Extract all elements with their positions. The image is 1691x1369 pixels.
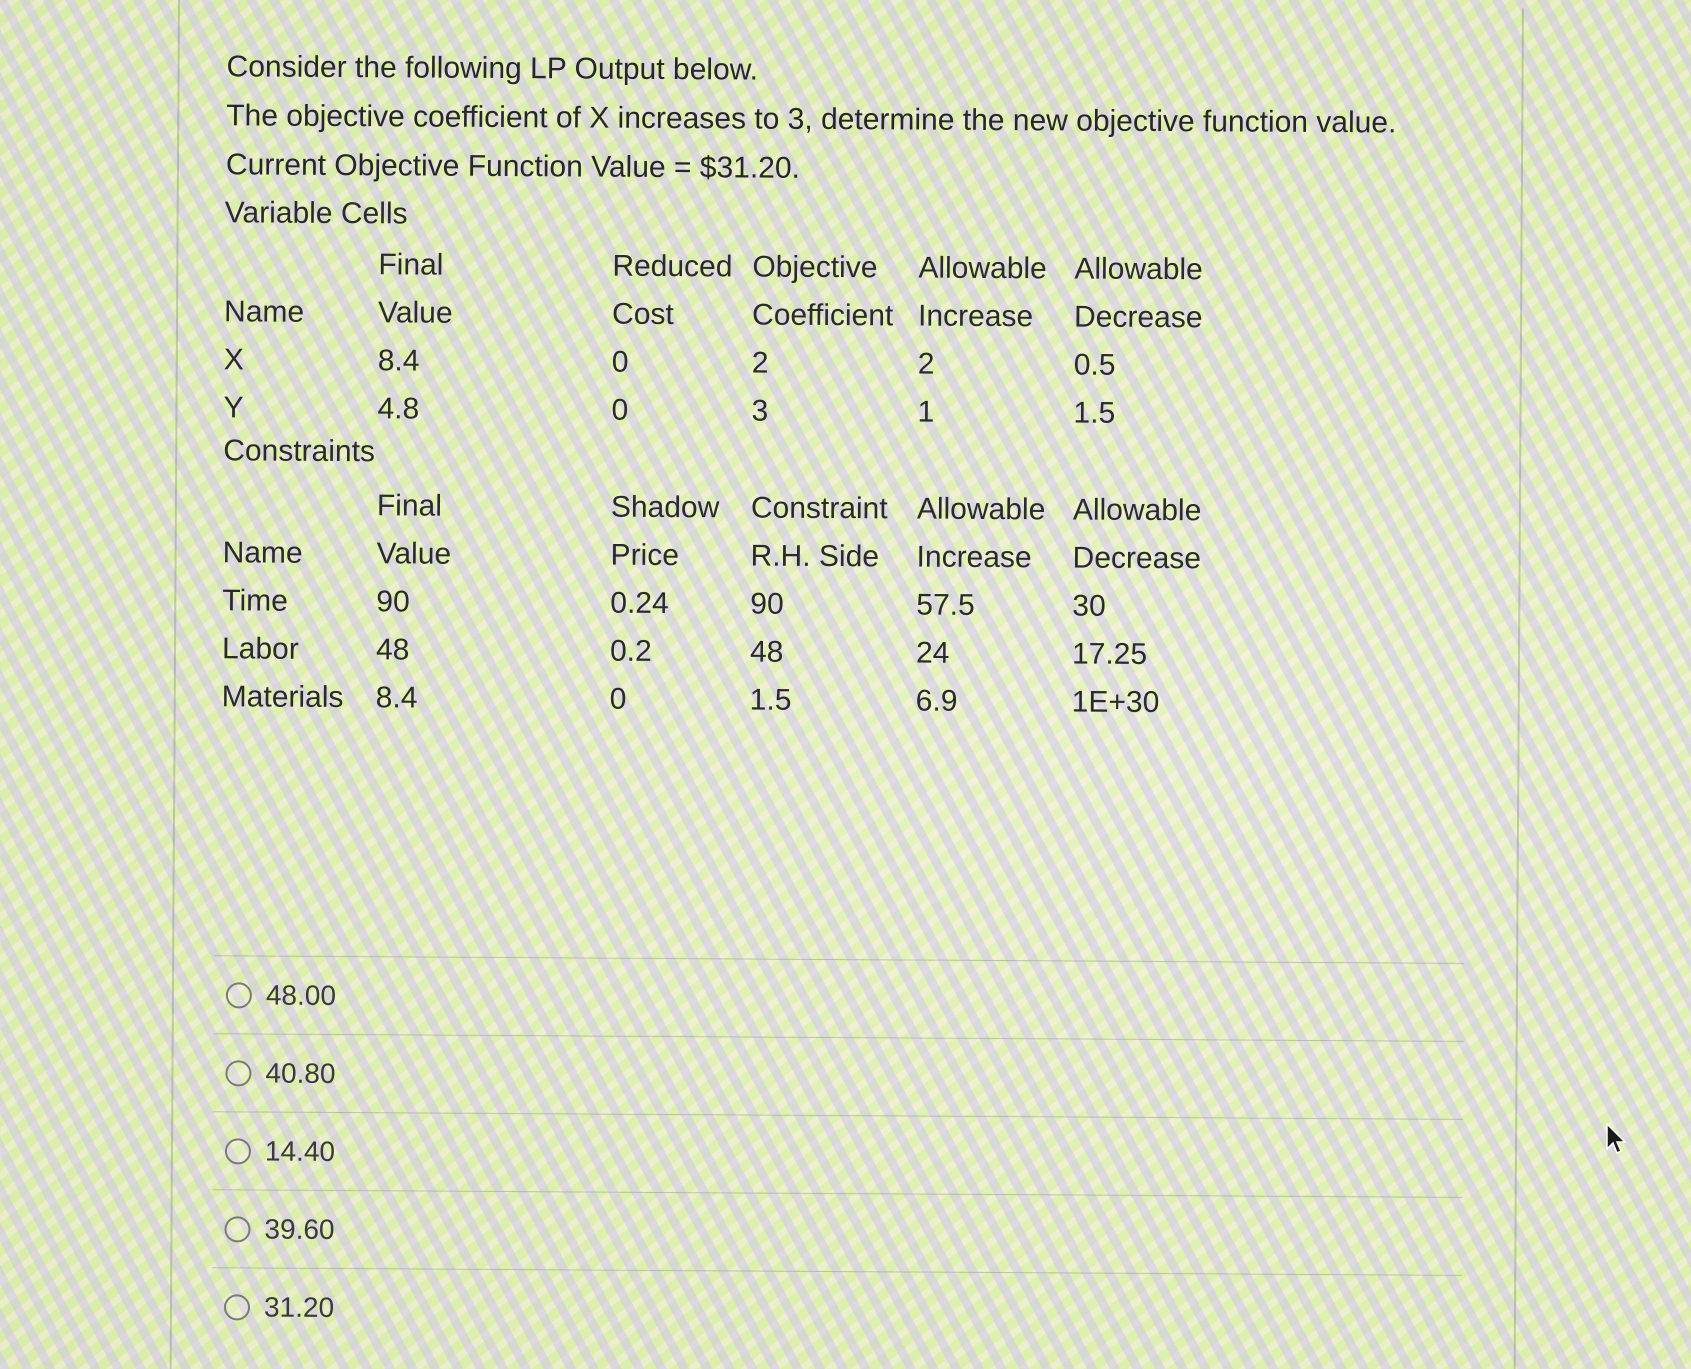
header-cell: Reduced — [612, 249, 733, 284]
answer-choices — [212, 955, 1464, 1353]
radio-button-icon[interactable] — [224, 1294, 250, 1320]
header-cell: Price — [610, 538, 680, 573]
question-line: Consider the following LP Output below. — [226, 50, 759, 87]
header-cell: Increase — [916, 540, 1032, 575]
table-cell: Y — [223, 391, 244, 425]
table-cell: 0 — [611, 345, 629, 379]
table-cell: 0 — [611, 393, 629, 427]
table-cell: 30 — [1072, 589, 1106, 623]
table-cell: 24 — [915, 636, 950, 670]
table-cell: 1 — [917, 395, 935, 429]
answer-label: 39.60 — [264, 1213, 335, 1245]
table-cell: 1.5 — [749, 683, 792, 717]
header-cell: Increase — [917, 299, 1034, 334]
radio-button-icon[interactable] — [224, 1216, 250, 1242]
constraints-table — [221, 481, 1202, 721]
table-cell: 0 — [609, 682, 627, 716]
answer-option[interactable] — [212, 1189, 1462, 1275]
table-cell: 3 — [751, 394, 769, 428]
header-cell: Allowable — [1074, 252, 1203, 287]
answer-option[interactable] — [212, 1267, 1462, 1353]
table-cell: 0.2 — [609, 634, 652, 668]
table-cell: 48 — [749, 635, 784, 669]
table-cell: Time — [222, 584, 288, 618]
header-cell: R.H. Side — [750, 539, 880, 574]
table-cell: Materials — [221, 680, 344, 715]
table-cell: 0.5 — [1073, 348, 1116, 382]
header-cell: Coefficient — [751, 298, 894, 333]
radio-button-icon[interactable] — [225, 1138, 251, 1164]
answer-option[interactable] — [213, 1111, 1463, 1197]
header-cell: Shadow — [610, 490, 720, 525]
radio-button-icon[interactable] — [225, 1060, 251, 1086]
question-line: The objective coefficient of X increases to 3, determine the new objective function value. — [226, 99, 1397, 140]
answer-label: 31.20 — [263, 1291, 335, 1323]
header-cell: Cost — [611, 297, 674, 332]
header-cell: Decrease — [1072, 541, 1202, 576]
table-cell: Labor — [221, 632, 299, 666]
answer-label: 14.40 — [264, 1135, 336, 1167]
table-cell: 2 — [917, 347, 935, 381]
table-cell: 0.24 — [610, 586, 669, 621]
table-cell: 6.9 — [915, 684, 958, 718]
variable-cells-title: Variable Cells — [224, 196, 408, 231]
header-cell: Decrease — [1073, 300, 1203, 335]
table-cell: 2 — [751, 346, 769, 380]
question-line: Current Objective Function Value = $31.20. — [225, 148, 801, 185]
answer-label: 40.80 — [265, 1057, 336, 1089]
header-cell: Objective — [752, 250, 878, 285]
table-cell: 1E+30 — [1071, 685, 1160, 720]
table-cell: 17.25 — [1071, 637, 1148, 671]
table-cell: 57.5 — [916, 588, 975, 622]
header-cell: Name — [223, 295, 305, 329]
constraints-title: Constraints — [223, 434, 376, 469]
question-text — [226, 42, 1397, 196]
table-cell: X — [223, 343, 244, 377]
variable-cells-table — [223, 240, 1203, 432]
header-cell: Allowable — [1072, 493, 1202, 528]
table-cell: 8.4 — [375, 681, 418, 715]
header-cell: Final — [376, 489, 443, 523]
table-cell: 1.5 — [1073, 396, 1116, 430]
mouse-pointer-icon — [1605, 1122, 1629, 1156]
answer-option[interactable] — [213, 1033, 1463, 1119]
answer-option[interactable] — [214, 955, 1464, 1041]
header-cell: Allowable — [918, 251, 1047, 286]
header-cell: Final — [378, 248, 444, 282]
table-cell: 90 — [376, 585, 410, 619]
table-cell: 90 — [750, 587, 784, 621]
header-cell: Constraint — [750, 491, 888, 526]
table-cell: 4.8 — [377, 392, 420, 426]
header-cell: Value — [376, 537, 452, 571]
table-cell: 8.4 — [377, 344, 420, 378]
header-cell: Allowable — [916, 492, 1046, 527]
answer-label: 48.00 — [265, 979, 337, 1011]
question-panel — [170, 0, 1524, 1369]
radio-button-icon[interactable] — [226, 982, 252, 1008]
table-cell: 48 — [375, 633, 410, 667]
header-cell: Name — [222, 536, 303, 570]
header-cell: Value — [377, 296, 453, 330]
